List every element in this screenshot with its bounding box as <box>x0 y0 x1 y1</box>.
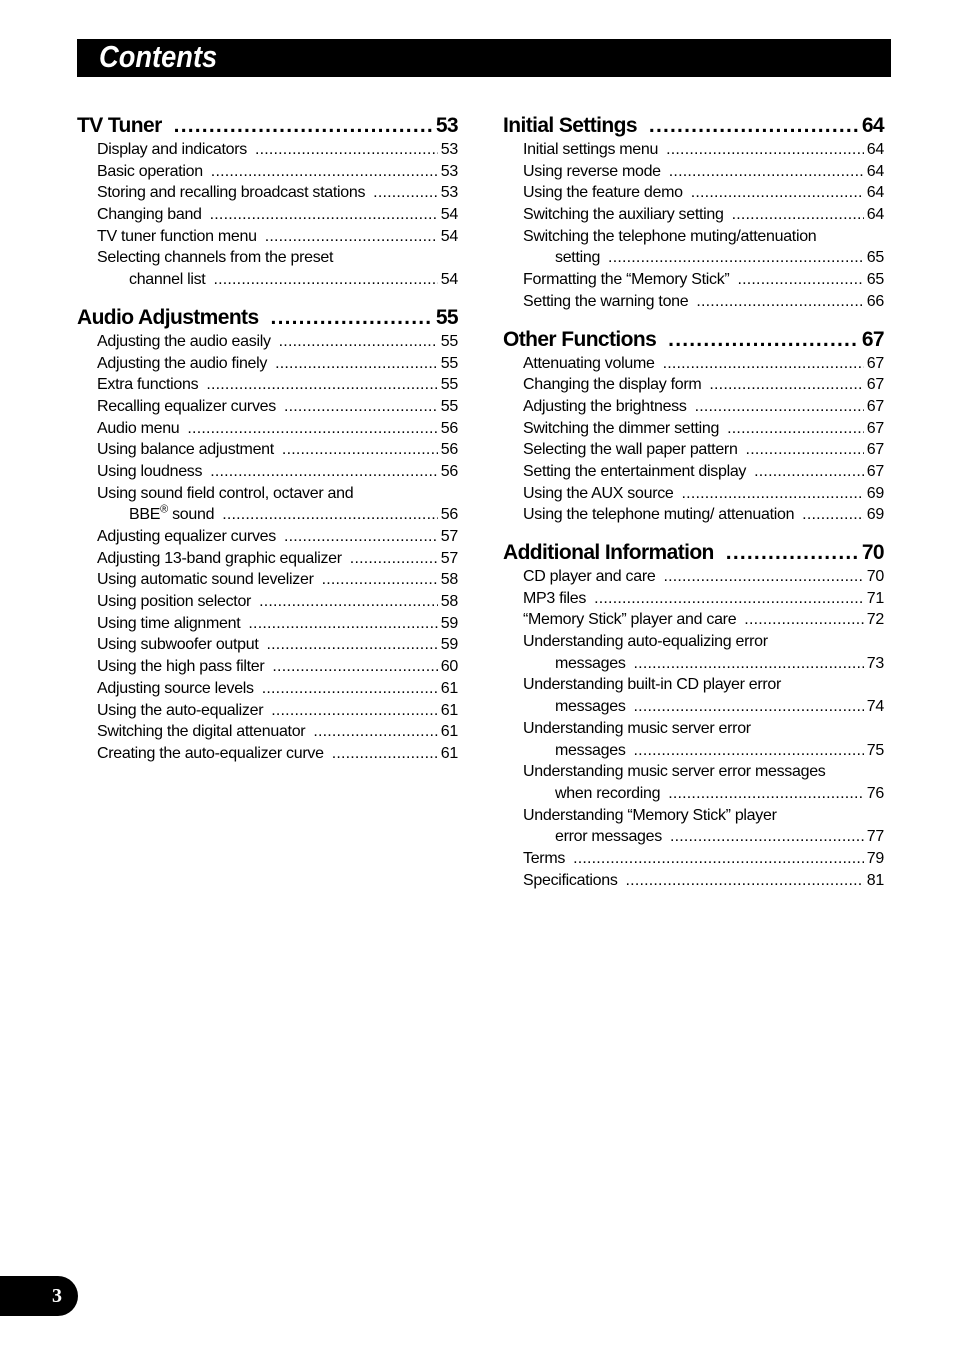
toc-entry-page: 64 <box>866 141 884 158</box>
toc-entry-title <box>555 740 626 762</box>
toc-entry-page: 81 <box>866 871 884 889</box>
toc-entry-title <box>129 504 214 526</box>
toc-entry-title <box>97 569 314 591</box>
toc-entry-page: 58 <box>440 593 458 611</box>
leader-dots <box>259 591 438 613</box>
section-heading-title: Other Functions <box>503 327 657 351</box>
toc-entry <box>503 826 884 848</box>
leader-dots <box>373 182 438 204</box>
toc-entry <box>77 634 458 656</box>
leader-dots <box>265 226 438 248</box>
toc-entry <box>503 696 884 718</box>
toc-entry-title-text: Using the auto-equalizer <box>97 701 264 719</box>
leader-dots <box>271 304 433 331</box>
leader-dots <box>669 161 864 183</box>
toc-entry-page: 56 <box>440 419 458 437</box>
toc-entry-title <box>523 291 688 313</box>
toc-entry-lead: Understanding built-in CD player error <box>523 676 782 694</box>
leader-dots <box>754 461 864 483</box>
toc-entry-title <box>97 396 276 418</box>
toc-entry-title-text: Audio menu <box>97 419 180 437</box>
leader-dots <box>737 269 863 291</box>
toc-entry <box>503 848 884 870</box>
toc-entry-title-text: setting <box>555 249 601 267</box>
toc-entry-page: 67 <box>866 441 884 459</box>
toc-entry <box>77 418 458 440</box>
toc-entry-page: 69 <box>866 506 884 524</box>
toc-entry-page: 65 <box>866 249 884 267</box>
toc-entry-title-text: Basic operation <box>97 162 203 180</box>
toc-entry-title-text: Using the feature demo <box>523 184 683 202</box>
leader-dots <box>272 656 437 678</box>
toc-entry <box>77 269 458 291</box>
toc-entry-page: 65 <box>866 271 884 289</box>
toc-entry-title <box>523 870 618 892</box>
toc-entry-title-text: Using the AUX source <box>523 484 674 502</box>
toc-entry-title <box>523 161 661 183</box>
leader-dots <box>248 613 437 635</box>
section-heading <box>503 539 884 566</box>
toc-entry-title <box>555 247 600 269</box>
toc-entry-title <box>97 721 305 743</box>
toc-entry-title-text: channel list <box>129 271 206 289</box>
toc-entry-title <box>555 826 662 848</box>
toc-entry-title-text: Using subwoofer output <box>97 636 259 654</box>
toc-entry-title-text: Initial settings menu <box>523 141 659 158</box>
toc-entry-title-text: Formatting the “Memory Stick” <box>523 271 730 289</box>
toc-entry <box>503 609 884 631</box>
leader-dots <box>668 783 864 805</box>
toc-entry-title-text: Recalling equalizer curves <box>97 397 276 415</box>
toc-entry-title <box>523 396 687 418</box>
leader-dots <box>213 269 437 291</box>
toc-entry-title <box>97 461 202 483</box>
toc-entry-page: 67 <box>866 397 884 415</box>
toc-entry <box>503 418 884 440</box>
toc-entry <box>77 613 458 635</box>
toc-entry-title <box>97 700 263 722</box>
toc-entry <box>77 743 458 765</box>
toc-entry-title <box>97 526 276 548</box>
toc-entry-title-text: Using automatic sound levelizer <box>97 571 314 589</box>
leader-dots <box>332 743 438 765</box>
leader-dots <box>222 504 438 526</box>
leader-dots <box>255 139 438 161</box>
toc-entry-page: 70 <box>866 568 884 585</box>
toc-entry-title <box>97 226 257 248</box>
toc-entry-page: 56 <box>440 462 458 480</box>
toc-entry <box>77 374 458 396</box>
leader-dots <box>634 653 864 675</box>
toc-entry-title-text: Changing band <box>97 206 202 224</box>
toc-entry-title-prefix: BBE <box>129 506 161 524</box>
toc-entry-title-text: “Memory Stick” player and care <box>523 611 737 629</box>
toc-entry-title <box>97 613 240 635</box>
toc-entry <box>503 204 884 226</box>
toc-entry-title <box>523 439 738 461</box>
toc-entry-title-text: Changing the display form <box>523 376 702 394</box>
leader-dots <box>284 396 438 418</box>
page-title: Contents <box>99 39 218 74</box>
toc-entry-page: 59 <box>440 614 458 632</box>
toc-entry-page: 76 <box>866 784 884 802</box>
toc-entry-page: 54 <box>440 227 458 245</box>
toc-entry <box>77 396 458 418</box>
toc-section-initial-settings <box>503 112 884 313</box>
section-heading <box>77 112 458 139</box>
leader-dots <box>573 848 864 870</box>
toc-entry <box>77 700 458 722</box>
toc-entry-title <box>523 588 586 610</box>
toc-entry-page: 56 <box>440 441 458 459</box>
leader-dots <box>322 569 438 591</box>
leader-dots <box>284 526 438 548</box>
toc-entry-title <box>97 678 254 700</box>
toc-entry-page: 73 <box>866 654 884 672</box>
toc-entry-title <box>97 548 342 570</box>
toc-entry <box>503 504 884 526</box>
toc-entry-title <box>523 609 736 631</box>
toc-entry-page: 54 <box>440 271 458 289</box>
toc-entry-lead: Switching the telephone muting/attenuation <box>523 227 817 245</box>
toc-entry <box>77 548 458 570</box>
toc-entry <box>503 396 884 418</box>
toc-entry-page: 55 <box>440 332 458 350</box>
leader-dots <box>634 696 864 718</box>
leader-dots <box>626 870 864 892</box>
toc-entry-title <box>523 269 729 291</box>
leader-dots <box>668 326 859 353</box>
section-heading <box>503 112 884 139</box>
toc-entry-page: 61 <box>440 679 458 697</box>
toc-entry-page: 75 <box>866 741 884 759</box>
toc-entry <box>77 353 458 375</box>
toc-entry-page: 53 <box>440 162 458 180</box>
toc-entry-title <box>523 182 683 204</box>
section-heading-title: Initial Settings <box>503 114 637 137</box>
toc-entry-title-text: Switching the auxiliary setting <box>523 206 724 224</box>
toc-entry-page: 54 <box>440 206 458 224</box>
toc-entry-title-text: error messages <box>555 828 662 846</box>
toc-entry <box>77 439 458 461</box>
toc-entry-title-text: Adjusting the brightness <box>523 397 687 415</box>
leader-dots <box>663 353 864 375</box>
toc-entry-page: 55 <box>440 354 458 372</box>
leader-dots <box>709 374 863 396</box>
toc-entry <box>77 591 458 613</box>
toc-entry-page: 79 <box>866 849 884 867</box>
toc-entry-title <box>523 353 655 375</box>
leader-dots <box>663 566 863 588</box>
toc-entry-page: 67 <box>866 462 884 480</box>
toc-entry-title-text: Terms <box>523 849 566 867</box>
toc-entry <box>77 569 458 591</box>
toc-entry-lead: Using sound field control, octaver and <box>97 484 354 502</box>
toc-entry-page: 55 <box>440 376 458 394</box>
toc-entry-title <box>555 653 626 675</box>
toc-entry <box>503 783 884 805</box>
toc-entry <box>77 226 458 248</box>
leader-dots <box>744 609 864 631</box>
toc-entry-title <box>523 204 724 226</box>
toc-entry-page: 66 <box>866 292 884 310</box>
toc-entry <box>77 504 458 526</box>
leader-dots <box>206 374 437 396</box>
leader-dots <box>727 418 864 440</box>
toc-entry-title-text: Using balance adjustment <box>97 441 274 459</box>
toc-entry-page: 77 <box>866 828 884 846</box>
toc-entry-title <box>97 634 259 656</box>
toc-entry-title-text: when recording <box>555 784 661 802</box>
toc-entry <box>503 461 884 483</box>
toc-entry <box>503 247 884 269</box>
leader-dots <box>691 182 864 204</box>
leader-dots <box>187 418 437 440</box>
leader-dots <box>682 483 864 505</box>
leader-dots <box>726 539 859 566</box>
toc-entry-title <box>555 783 660 805</box>
title-bar <box>77 39 891 77</box>
leader-dots <box>746 439 864 461</box>
toc-entry <box>77 331 458 353</box>
section-heading-page: 64 <box>861 114 884 137</box>
leader-dots <box>594 588 864 610</box>
leader-dots <box>275 353 438 375</box>
toc-entry-title-text: Extra functions <box>97 376 199 394</box>
registered-mark: ® <box>160 503 168 516</box>
toc-entry-title-text: messages <box>555 741 626 759</box>
toc-entry-lead: Understanding “Memory Stick” player <box>523 806 777 824</box>
toc-entry-page: 64 <box>866 206 884 224</box>
toc-entry <box>77 526 458 548</box>
section-heading-title: Additional Information <box>503 541 714 564</box>
toc-entry-page: 64 <box>866 184 884 202</box>
toc-entry-page: 71 <box>866 589 884 607</box>
toc-entry-page: 57 <box>440 549 458 567</box>
toc-entry <box>77 182 458 204</box>
toc-entry <box>503 139 884 161</box>
toc-entry-page: 59 <box>440 636 458 654</box>
toc-entry-title-text: Adjusting source levels <box>97 679 254 697</box>
toc-entry-page: 56 <box>440 506 458 524</box>
toc-entry-title <box>523 504 794 526</box>
toc-entry-title <box>97 591 251 613</box>
toc-entry-title-text: CD player and care <box>523 568 656 585</box>
toc-entry-title <box>523 566 655 588</box>
toc-entry-title-text: Using loudness <box>97 462 203 480</box>
leader-dots <box>695 396 864 418</box>
leader-dots <box>649 112 859 139</box>
toc-entry-title-text: messages <box>555 654 626 672</box>
leader-dots <box>634 740 864 762</box>
toc-entry-title-text: sound <box>167 506 215 524</box>
toc-entry-title-text: Display and indicators <box>97 141 247 158</box>
leader-dots <box>350 548 438 570</box>
toc-entry <box>77 461 458 483</box>
leader-dots <box>279 331 438 353</box>
leader-dots <box>802 504 864 526</box>
toc-entry <box>503 566 884 588</box>
section-heading <box>503 326 884 353</box>
toc-entry-title <box>97 204 202 226</box>
leader-dots <box>210 461 438 483</box>
toc-entry-page: 61 <box>440 701 458 719</box>
leader-dots <box>211 161 438 183</box>
toc-entry-title-text: Attenuating volume <box>523 354 655 372</box>
section-heading-page: 67 <box>861 327 884 351</box>
leader-dots <box>313 721 437 743</box>
toc-entry-title-text: Specifications <box>523 871 618 889</box>
leader-dots <box>267 634 438 656</box>
toc-entry-title-text: Adjusting the audio easily <box>97 332 271 350</box>
toc-entry-page: 58 <box>440 571 458 589</box>
toc-entry-title-text: Using time alignment <box>97 614 241 632</box>
toc-column-right <box>503 112 884 904</box>
toc-entry <box>503 182 884 204</box>
toc-entry-title <box>97 182 365 204</box>
leader-dots <box>670 826 864 848</box>
toc-entry-title <box>523 483 674 505</box>
toc-entry-title-text: Setting the entertainment display <box>523 462 747 480</box>
toc-entry-title <box>523 461 746 483</box>
toc-entry-page: 74 <box>866 698 884 716</box>
leader-dots <box>210 204 438 226</box>
toc-entry-title <box>97 139 247 161</box>
toc-entry-title <box>523 848 565 870</box>
toc-entry-title <box>555 696 626 718</box>
leader-dots <box>282 439 438 461</box>
section-heading-title: TV Tuner <box>77 114 162 137</box>
toc-entry <box>503 374 884 396</box>
toc-entry-title <box>523 418 719 440</box>
toc-entry-title <box>97 439 274 461</box>
toc-entry-page: 61 <box>440 723 458 741</box>
toc-entry-title <box>97 331 271 353</box>
leader-dots <box>696 291 863 313</box>
toc-entry-page: 53 <box>440 184 458 202</box>
toc-entry-title-text: Adjusting equalizer curves <box>97 528 276 545</box>
toc-entry-lead: Understanding auto-equalizing error <box>523 633 768 651</box>
toc-section-audio-adjustments <box>77 304 458 765</box>
toc-entry-title <box>523 139 658 161</box>
toc-entry <box>503 269 884 291</box>
toc-column-left <box>77 112 458 778</box>
toc-entry-title-text: Adjusting 13-band graphic equalizer <box>97 549 342 567</box>
toc-entry-page: 69 <box>866 484 884 502</box>
toc-entry-lead: Selecting channels from the preset <box>97 249 334 267</box>
toc-entry-title <box>97 353 267 375</box>
toc-entry-title <box>97 374 198 396</box>
section-heading-page: 55 <box>435 305 458 329</box>
toc-entry-title <box>523 374 701 396</box>
toc-entry-page: 67 <box>866 376 884 394</box>
toc-entry-title-text: messages <box>555 698 626 716</box>
toc-entry <box>503 653 884 675</box>
toc-entry <box>77 139 458 161</box>
section-heading-title: Audio Adjustments <box>77 305 259 329</box>
toc-entry-title-text: Selecting the wall paper pattern <box>523 441 738 459</box>
toc-entry-title <box>97 656 264 678</box>
leader-dots <box>174 112 433 139</box>
toc-entry-page: 64 <box>866 162 884 180</box>
toc-entry <box>77 721 458 743</box>
section-heading-page: 70 <box>861 541 884 564</box>
section-heading-page: 53 <box>435 114 458 137</box>
toc-entry <box>503 161 884 183</box>
toc-entry-title-text: Setting the warning tone <box>523 292 689 310</box>
toc-entry <box>77 656 458 678</box>
toc-entry-title <box>129 269 205 291</box>
toc-section-other-functions <box>503 326 884 527</box>
toc-section-additional-information <box>503 539 884 891</box>
toc-entry-page: 72 <box>866 611 884 629</box>
section-heading <box>77 304 458 331</box>
toc-entry <box>77 161 458 183</box>
toc-entry <box>77 678 458 700</box>
toc-entry-title-text: Using reverse mode <box>523 162 661 180</box>
toc-entry-title-text: Storing and recalling broadcast stations <box>97 184 366 202</box>
toc-entry <box>503 740 884 762</box>
toc-entry-title-text: TV tuner function menu <box>97 227 257 245</box>
toc-entry <box>503 439 884 461</box>
leader-dots <box>608 247 864 269</box>
leader-dots <box>271 700 438 722</box>
toc-entry-title-text: Switching the digital attenuator <box>97 723 306 741</box>
leader-dots <box>666 139 864 161</box>
toc-entry-lead: Understanding music server error messages <box>523 763 826 781</box>
toc-entry-title-text: Switching the dimmer setting <box>523 419 720 437</box>
toc-entry <box>503 291 884 313</box>
page-number-tab <box>0 1276 78 1316</box>
toc-entry-page: 61 <box>440 744 458 762</box>
toc-entry-page: 67 <box>866 354 884 372</box>
leader-dots <box>732 204 864 226</box>
toc-entry-title-text: Using the telephone muting/ attenuation <box>523 506 795 524</box>
toc-entry <box>503 588 884 610</box>
toc-entry-title-text: Creating the auto-equalizer curve <box>97 744 324 762</box>
toc-entry <box>77 204 458 226</box>
page-number: 3 <box>52 1285 62 1307</box>
toc-entry-lead: Understanding music server error <box>523 719 751 737</box>
toc-entry <box>503 353 884 375</box>
toc-entry-title-text: Using the high pass filter <box>97 658 265 676</box>
toc-entry-page: 55 <box>440 397 458 415</box>
toc-entry-title-text: MP3 files <box>523 589 587 607</box>
toc-entry-title-text: Adjusting the audio finely <box>97 354 268 372</box>
toc-entry <box>503 870 884 892</box>
toc-entry <box>503 483 884 505</box>
toc-entry-page: 53 <box>440 141 458 158</box>
toc-entry-title-text: Using position selector <box>97 593 252 611</box>
toc-section-tv-tuner <box>77 112 458 291</box>
toc-entry-page: 67 <box>866 419 884 437</box>
toc-entry-title <box>97 161 203 183</box>
leader-dots <box>262 678 438 700</box>
toc-entry-page: 60 <box>440 658 458 676</box>
toc-entry-title <box>97 743 324 765</box>
toc-entry-page: 57 <box>440 528 458 545</box>
toc-entry-title <box>97 418 179 440</box>
